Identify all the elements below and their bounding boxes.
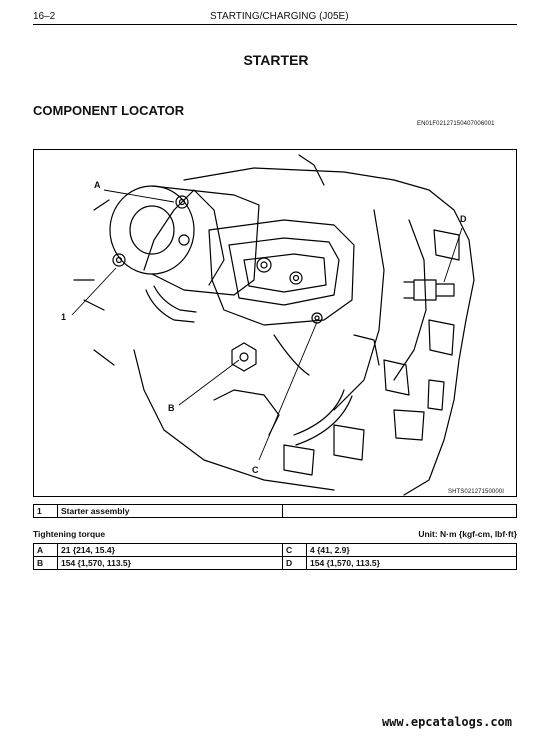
torque-key: A (34, 544, 58, 557)
callout-a: A (94, 180, 101, 190)
torque-table (33, 543, 517, 570)
callout-c: C (252, 465, 259, 475)
torque-key: D (283, 557, 307, 570)
torque-title: Tightening torque (33, 529, 106, 539)
figure-code: SHTS02127150000I (448, 489, 504, 495)
part-number: 1 (34, 505, 58, 518)
torque-value: 154 {1,570, 113.5} (58, 557, 283, 570)
callout-d: D (460, 214, 467, 224)
leader-a (104, 190, 174, 202)
torque-value: 154 {1,570, 113.5} (307, 557, 517, 570)
section-heading: COMPONENT LOCATOR (33, 103, 185, 118)
leader-c (259, 322, 317, 460)
torque-key: C (283, 544, 307, 557)
leader-1 (72, 268, 116, 315)
table-row (34, 505, 517, 518)
empty-cell (283, 505, 517, 518)
page-title: STARTER (243, 52, 309, 68)
starter-illustration (34, 150, 518, 498)
component-figure (33, 149, 517, 497)
callout-b: B (168, 403, 175, 413)
torque-key: B (34, 557, 58, 570)
parts-table (33, 504, 517, 518)
torque-value: 21 {214, 15.4} (58, 544, 283, 557)
table-row (34, 557, 517, 570)
table-row (34, 544, 517, 557)
chapter-title: STARTING/CHARGING (J05E) (210, 11, 349, 22)
part-name: Starter assembly (58, 505, 283, 518)
callout-1: 1 (61, 312, 67, 322)
page-number: 16–2 (33, 11, 56, 22)
section-code: EN01F02127150407006001 (417, 121, 495, 127)
leader-b (179, 360, 239, 405)
header-rule (33, 24, 517, 25)
torque-value: 4 {41, 2.9} (307, 544, 517, 557)
torque-unit: Unit: N·m {kgf-cm, lbf·ft} (418, 529, 517, 539)
watermark: www.epcatalogs.com (381, 715, 512, 729)
